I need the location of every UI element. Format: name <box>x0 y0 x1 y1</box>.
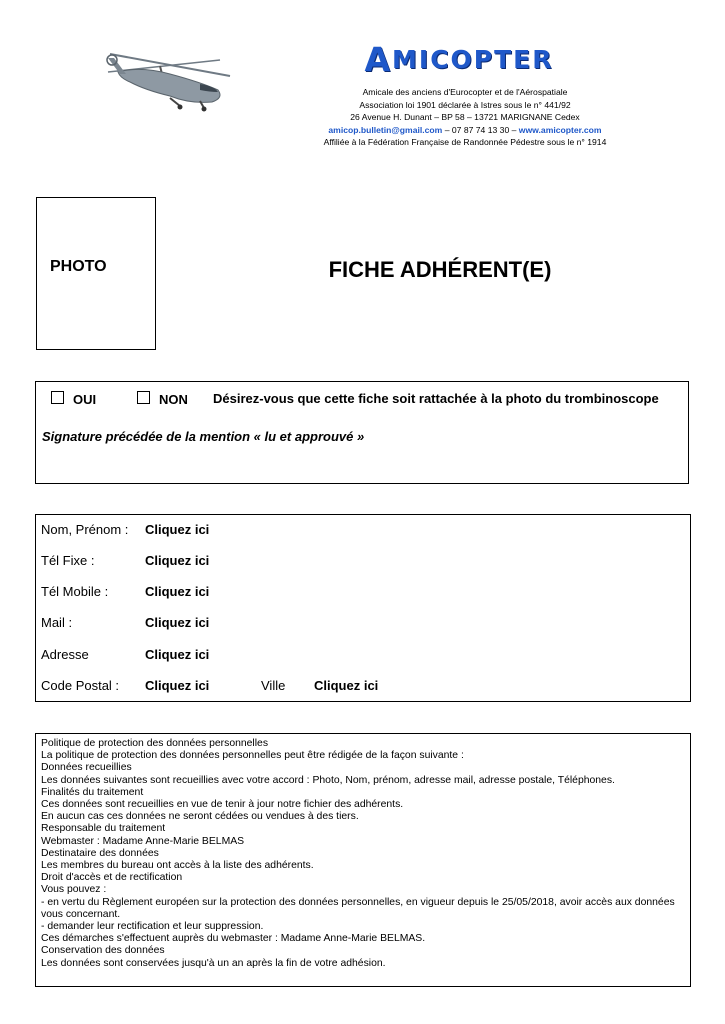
oui-checkbox[interactable] <box>51 391 64 404</box>
adresse-label: Adresse <box>41 647 89 662</box>
logo-letter-a: A <box>364 39 393 79</box>
policy-line: Ces démarches s'effectuent auprès du webmaster : Madame Anne-Marie BELMAS. <box>41 933 426 945</box>
ville-label: Ville <box>261 678 286 693</box>
policy-line: Webmaster : Madame Anne-Marie BELMAS <box>41 835 245 847</box>
contact-website-link[interactable]: www.amicopter.com <box>518 124 602 135</box>
tel-mobile-label: Tél Mobile : <box>41 584 109 599</box>
policy-line: - demander leur rectification et leur suppression. <box>41 921 264 933</box>
oui-label: OUI <box>73 392 97 407</box>
amicopter-logo <box>350 40 568 78</box>
policy-line: Politique de protection des données personnelles <box>41 738 269 749</box>
policy-line: - en vertu du Règlement européen sur la protection des données personnelles, en vigueur depuis le 25/05/2018, avoir accès aux données vous concernant. <box>41 896 675 920</box>
policy-line: Droit d'accès et de rectification <box>41 872 183 884</box>
policy-line: Les données suivantes sont recueillies avec votre accord : Photo, Nom, prénom, adresse mail, adresse postale, Téléphones. <box>41 774 615 786</box>
member-form <box>35 514 691 702</box>
trombinoscope-question: Désirez-vous que cette fiche soit rattachée à la photo du trombinoscope <box>213 391 659 406</box>
adresse-field[interactable]: Cliquez ici <box>145 647 210 662</box>
policy-line: Finalités du traitement <box>41 786 144 798</box>
non-label: NON <box>159 392 188 407</box>
assoc-line-2: Association loi 1901 déclarée à Istres sous le n° 441/92 <box>359 99 571 110</box>
name-field[interactable]: Cliquez ici <box>145 522 210 537</box>
policy-line: Destinataire des données <box>41 847 159 859</box>
logo-text-rest: MICOPTER <box>392 44 554 74</box>
page-title: FICHE ADHÉRENT(E) <box>328 257 552 282</box>
policy-line: Les données sont conservées jusqu'à un an après la fin de votre adhésion. <box>41 957 386 969</box>
tel-fixe-label: Tél Fixe : <box>41 553 95 568</box>
signature-instruction: Signature précédée de la mention « lu et approuvé » <box>42 429 365 444</box>
mail-field[interactable]: Cliquez ici <box>145 615 210 630</box>
policy-line: Conservation des données <box>41 945 165 957</box>
association-details <box>300 86 630 149</box>
mail-label: Mail : <box>41 615 73 630</box>
photo-label: PHOTO <box>50 258 107 275</box>
code-postal-field[interactable]: Cliquez ici <box>145 678 210 693</box>
assoc-line-1: Amicale des anciens d'Eurocopter et de l'Aérospatiale <box>362 87 568 97</box>
contact-email-link[interactable]: amicop.bulletin@gmail.com <box>328 124 443 135</box>
tel-fixe-field[interactable]: Cliquez ici <box>145 553 210 568</box>
assoc-line-3: 26 Avenue H. Dunant – BP 58 – 13721 MARIGNANE Cedex <box>350 112 580 122</box>
privacy-policy-text <box>41 738 681 970</box>
name-label: Nom, Prénom : <box>41 522 129 537</box>
contact-line <box>300 124 630 137</box>
policy-line: Les membres du bureau ont accès à la liste des adhérents. <box>41 860 314 872</box>
ville-field[interactable]: Cliquez ici <box>314 678 379 693</box>
policy-line: La politique de protection des données personnelles peut être rédigée de la façon suivante : <box>41 750 464 762</box>
tel-mobile-field[interactable]: Cliquez ici <box>145 584 210 599</box>
non-checkbox[interactable] <box>137 391 150 404</box>
affiliation-line: Affiliée à la Fédération Française de Randonnée Pédestre sous le n° 1914 <box>323 137 607 147</box>
policy-line: Données recueillies <box>41 762 132 774</box>
policy-line: Ces données sont recueillies en vue de tenir à jour notre fichier des adhérents. <box>41 799 404 811</box>
policy-line: En aucun cas ces données ne seront cédées ou vendues à des tiers. <box>41 811 359 823</box>
contact-phone: – 07 87 74 13 30 – <box>442 124 519 135</box>
code-postal-label: Code Postal : <box>41 678 120 693</box>
helicopter-logo-icon <box>100 46 240 116</box>
policy-line: Responsable du traitement <box>41 823 166 835</box>
policy-line: Vous pouvez : <box>41 884 107 896</box>
